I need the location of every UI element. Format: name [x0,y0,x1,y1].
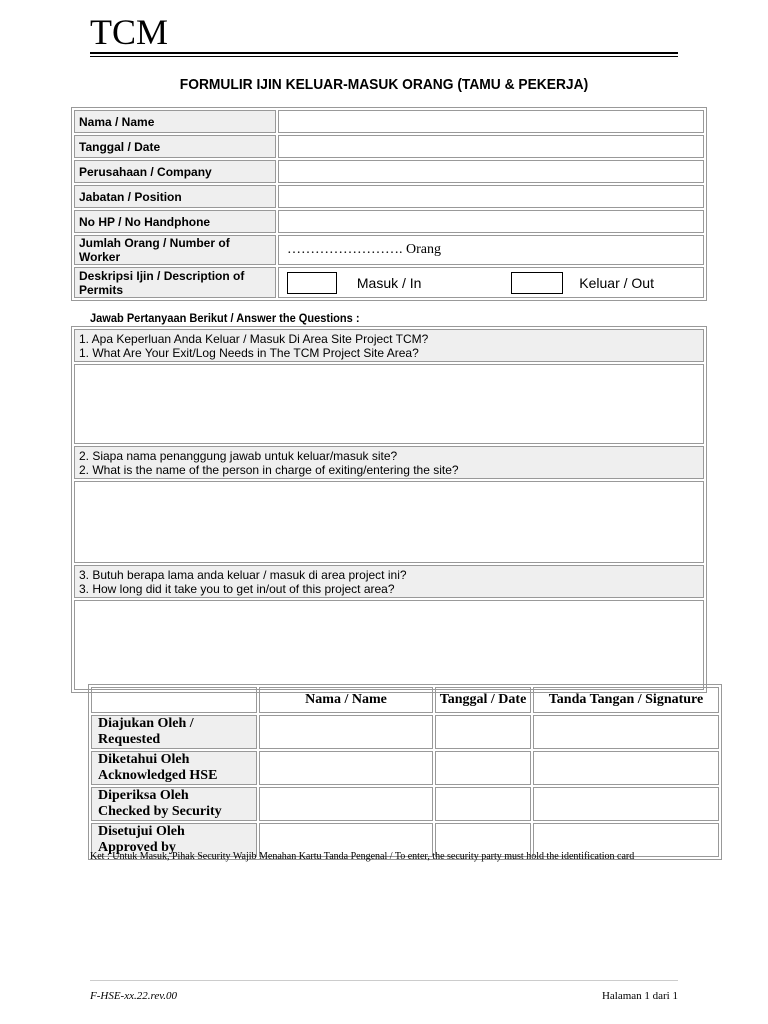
name-label: Nama / Name [74,110,276,133]
approved-label-en: Approved by [98,840,176,855]
position-label: Jabatan / Position [74,185,276,208]
col-date-header: Tanggal / Date [435,687,531,713]
table-row [74,329,704,362]
footer-rule [90,980,678,981]
workers-label: Jumlah Orang / Number of Worker [74,235,276,265]
requested-label-id: Diajukan Oleh / [98,716,194,731]
table-row [74,135,704,158]
workers-field[interactable] [278,235,704,265]
checked-label-en: Checked by Security [98,804,222,819]
table-row [91,787,719,821]
phone-field[interactable] [278,210,704,233]
answer-3-field[interactable] [74,600,704,690]
table-row [74,160,704,183]
table-row [91,751,719,785]
acknowledged-date-field[interactable] [435,751,531,785]
header-rule [90,52,678,54]
question-3-id: 3. Butuh berapa lama anda keluar / masuk di area project ini? [79,568,407,582]
question-2-en: 2. What is the name of the person in charge of exiting/entering the site? [79,463,459,477]
company-label: Perusahaan / Company [74,160,276,183]
answer-1-field[interactable] [74,364,704,444]
table-row [74,210,704,233]
footnote: Ket : Untuk Masuk, Pihak Security Wajib Menahan Kartu Tanda Pengenal / To enter, the security party must hold the identification card [90,851,635,862]
empty-header-cell [91,687,257,713]
acknowledged-label-en: Acknowledged HSE [98,768,218,783]
approved-label-id: Disetujui Oleh [98,824,185,839]
requested-date-field[interactable] [435,715,531,749]
masuk-checkbox[interactable] [287,272,337,294]
table-row [74,185,704,208]
question-1-en: 1. What Are Your Exit/Log Needs in The TCM Project Site Area? [79,346,419,360]
question-2 [74,446,704,479]
page-number: Halaman 1 dari 1 [601,990,678,1002]
table-row [91,715,719,749]
table-row [74,446,704,479]
requested-signature-field[interactable] [533,715,719,749]
acknowledged-label-id: Diketahui Oleh [98,752,190,767]
acknowledged-signature-field[interactable] [533,751,719,785]
checked-label-id: Diperiksa Oleh [98,788,189,803]
form-title: FORMULIR IJIN KELUAR-MASUK ORANG (TAMU & PEKERJA) [179,76,589,93]
checked-label [91,787,257,821]
question-3 [74,565,704,598]
table-row [74,235,704,265]
table-row [74,267,704,298]
keluar-label: Keluar / Out [579,274,654,291]
table-row [74,481,704,563]
question-3-en: 3. How long did it take you to get in/out of this project area? [79,582,395,596]
document-code: F-HSE-xx.22.rev.00 [90,990,178,1002]
table-row [74,110,704,133]
col-signature-header: Tanda Tangan / Signature [533,687,719,713]
table-row [74,565,704,598]
question-1-id: 1. Apa Keperluan Anda Keluar / Masuk Di Area Site Project TCM? [79,332,429,346]
question-2-id: 2. Siapa nama penanggung jawab untuk keluar/masuk site? [79,449,398,463]
acknowledged-name-field[interactable] [259,751,433,785]
checked-date-field[interactable] [435,787,531,821]
col-name-header: Nama / Name [259,687,433,713]
acknowledged-label [91,751,257,785]
keluar-checkbox[interactable] [511,272,563,294]
date-label: Tanggal / Date [74,135,276,158]
applicant-info-table [71,107,707,301]
workers-value: ……………………. Orang [287,242,441,257]
checked-name-field[interactable] [259,787,433,821]
header-rule-thin [90,56,678,57]
checked-signature-field[interactable] [533,787,719,821]
position-field[interactable] [278,185,704,208]
table-row [74,364,704,444]
requested-name-field[interactable] [259,715,433,749]
table-row [74,600,704,690]
company-logo: TCM [90,12,169,52]
requested-label-en: Requested [98,732,161,747]
answer-2-field[interactable] [74,481,704,563]
masuk-label: Masuk / In [356,274,422,291]
phone-label: No HP / No Handphone [74,210,276,233]
permit-field [278,267,704,298]
permit-label: Deskripsi Ijin / Description of Permits [74,267,276,298]
table-row [91,687,719,713]
approval-table [88,684,722,860]
company-field[interactable] [278,160,704,183]
name-field[interactable] [278,110,704,133]
questions-table [71,326,707,693]
date-field[interactable] [278,135,704,158]
question-1 [74,329,704,362]
requested-label [91,715,257,749]
questions-heading: Jawab Pertanyaan Berikut / Answer the Questions : [90,311,360,325]
